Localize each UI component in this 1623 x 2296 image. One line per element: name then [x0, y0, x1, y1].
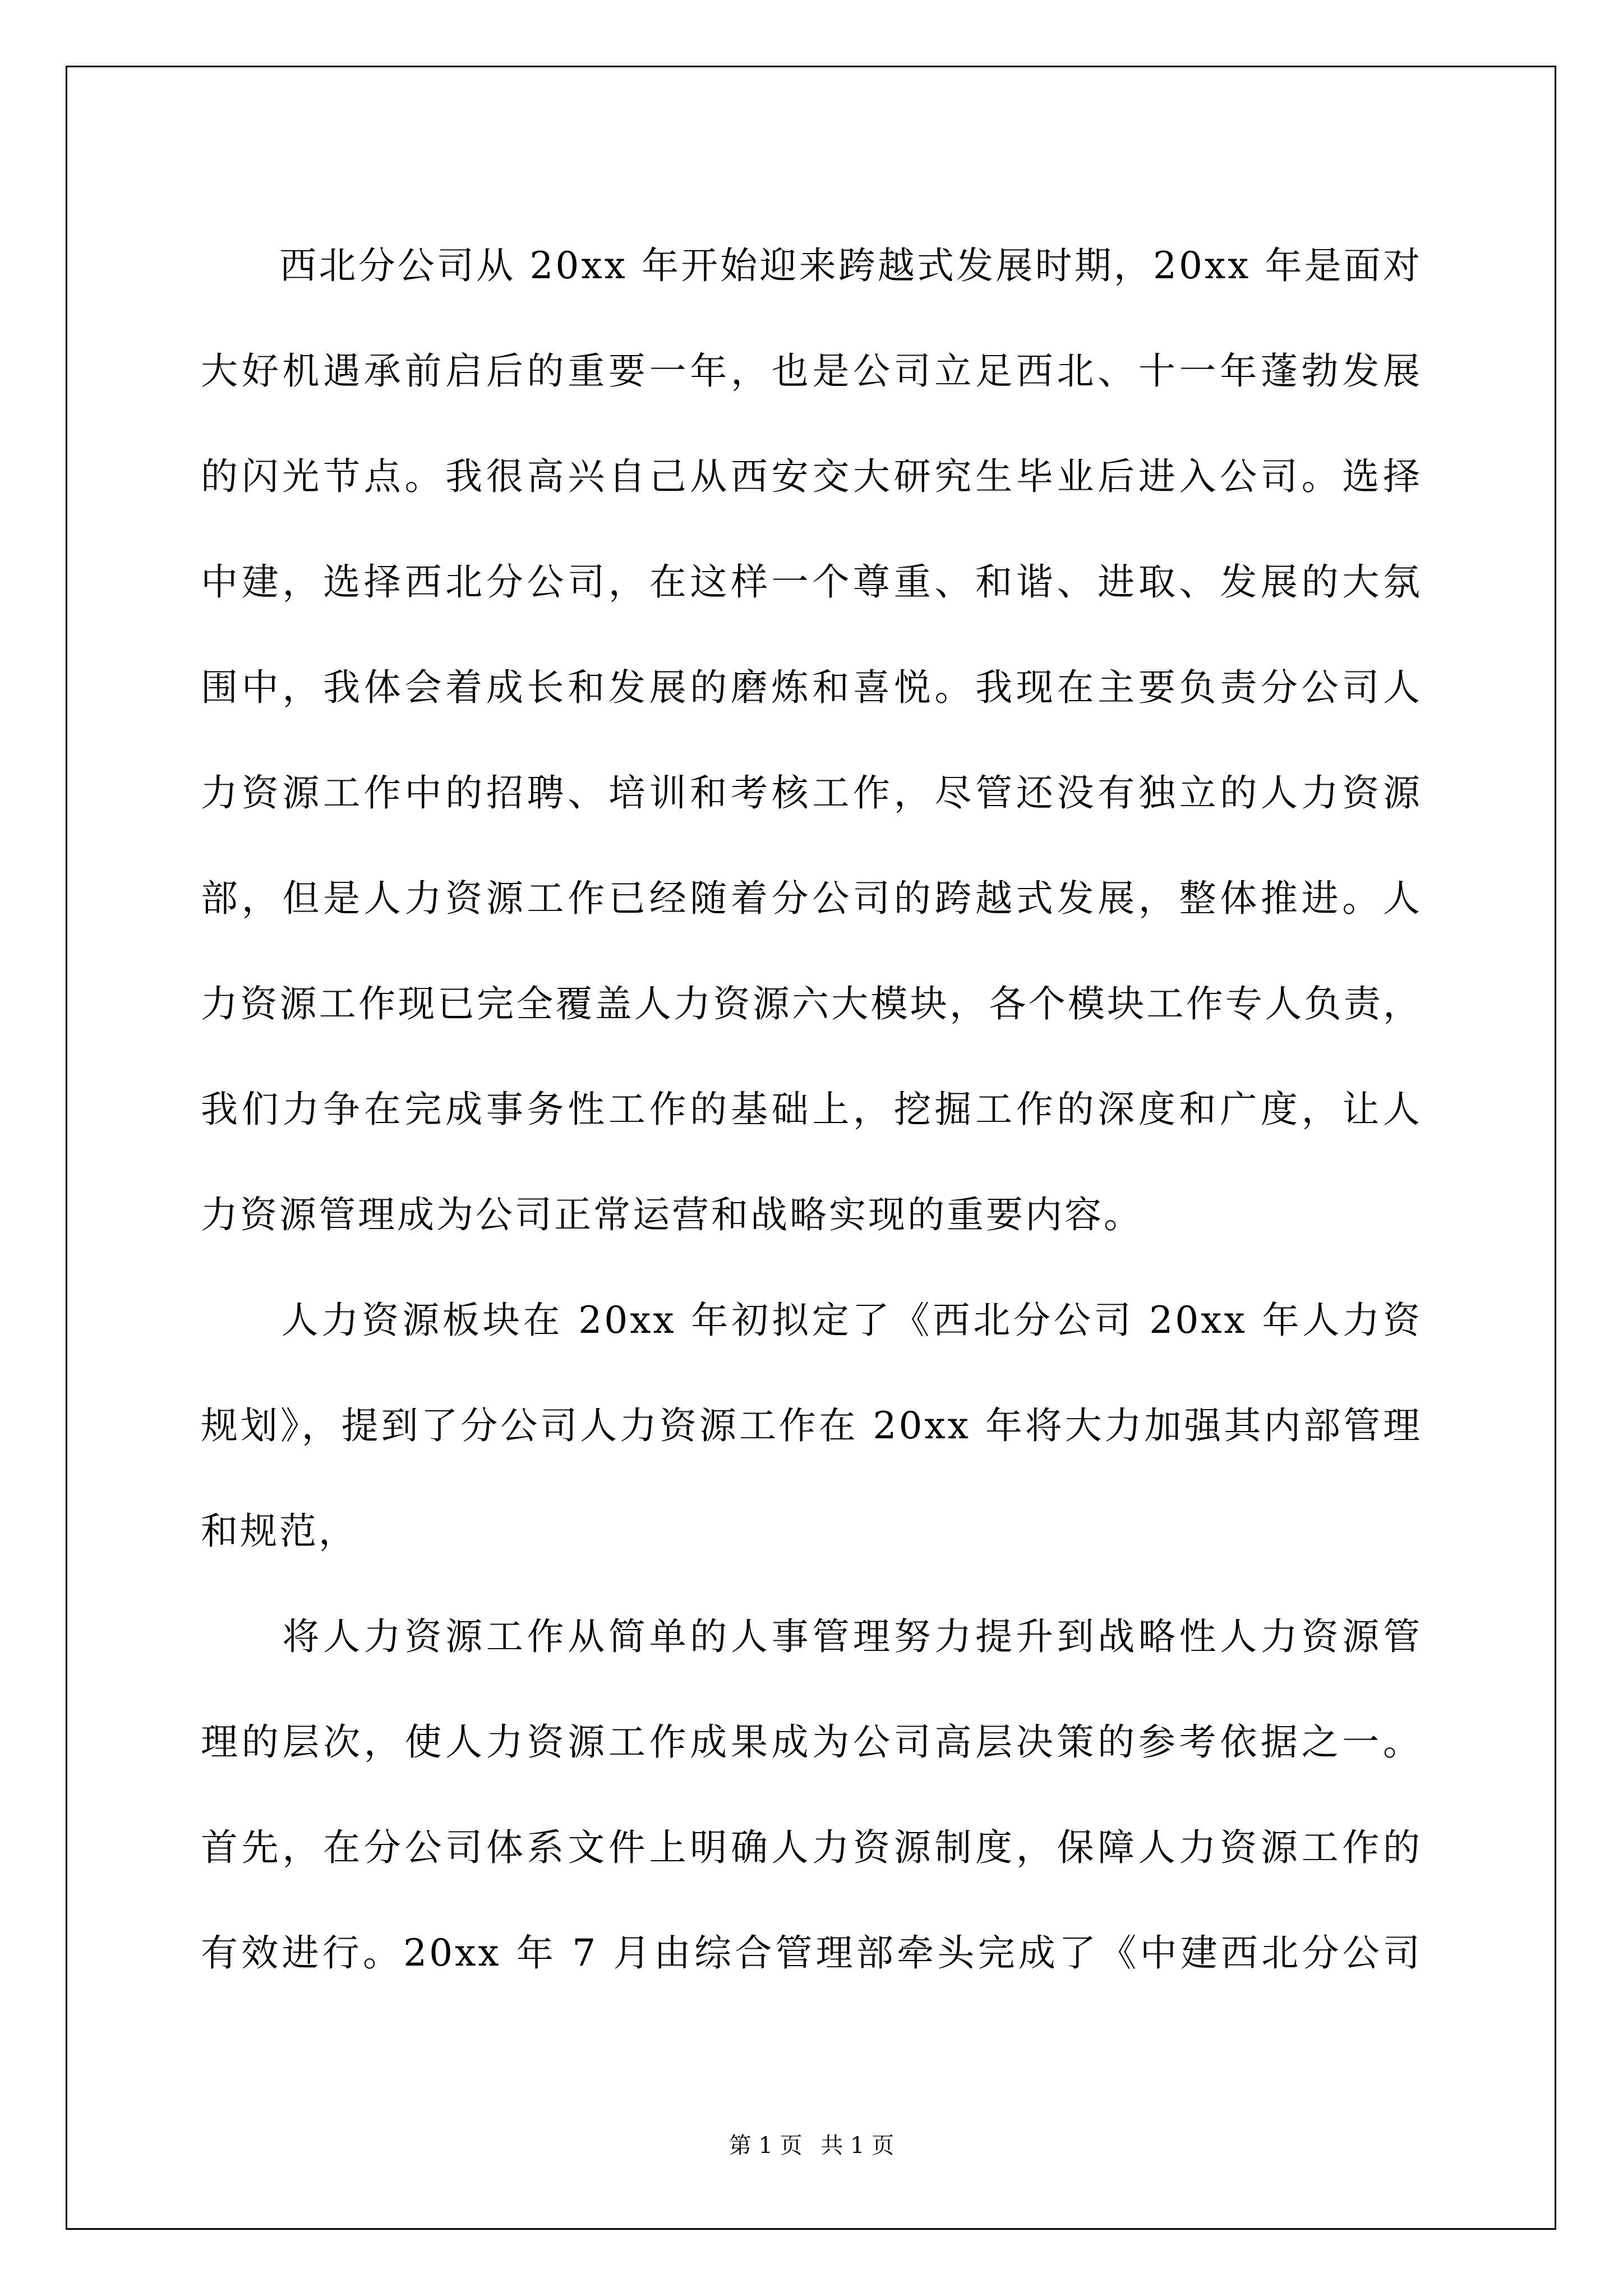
page-total: 共 1 页	[820, 2133, 895, 2159]
text-line: 人力资源板块在 20xx 年初拟定了《西北分公司 20xx 年人力资	[281, 1299, 1422, 1342]
text-line: 力资源工作中的招聘、培训和考核工作，尽管还没有独立的人力资源	[201, 771, 1422, 815]
text-line: 部，但是人力资源工作已经随着分公司的跨越式发展，整体推进。人	[201, 877, 1422, 920]
text-line: 力资源管理成为公司正常运营和战略实现的重要内容。	[201, 1193, 1143, 1236]
text-line: 理的层次，使人力资源工作成果成为公司高层决策的参考依据之一。	[201, 1720, 1422, 1764]
text-line: 力资源工作现已完全覆盖人力资源六大模块，各个模块工作专人负责，	[201, 982, 1422, 1025]
text-line: 大好机遇承前启后的重要一年，也是公司立足西北、十一年蓬勃发展	[201, 349, 1422, 393]
text-line: 将人力资源工作从简单的人事管理努力提升到战略性人力资源管	[201, 1615, 1422, 1658]
text-line: 的闪光节点。我很高兴自己从西安交大研究生毕业后进入公司。选择	[201, 455, 1422, 498]
document-body	[201, 213, 1422, 2006]
text-line: 有效进行。20xx 年 7 月由综合管理部牵头完成了《中建西北分公司	[201, 1931, 1422, 1975]
text-line: 我们力争在完成事务性工作的基础上，挖掘工作的深度和广度，让人	[201, 1088, 1422, 1131]
text-line: 西北分公司从 20xx 年开始迎来跨越式发展时期，20xx 年是面对	[201, 244, 1422, 287]
page-footer	[0, 2128, 1623, 2160]
text-line: 和规范，	[201, 1510, 358, 1553]
text-line: 首先，在分公司体系文件上明确人力资源制度，保障人力资源工作的	[201, 1826, 1422, 1869]
page-number: 第 1 页	[728, 2133, 803, 2159]
text-line: 规划》，提到了分公司人力资源工作在 20xx 年将大力加强其内部管理	[201, 1404, 1422, 1447]
text-line: 围中，我体会着成长和发展的磨炼和喜悦。我现在主要负责分公司人	[201, 666, 1422, 709]
text-line: 中建，选择西北分公司，在这样一个尊重、和谐、进取、发展的大氛	[201, 560, 1422, 604]
